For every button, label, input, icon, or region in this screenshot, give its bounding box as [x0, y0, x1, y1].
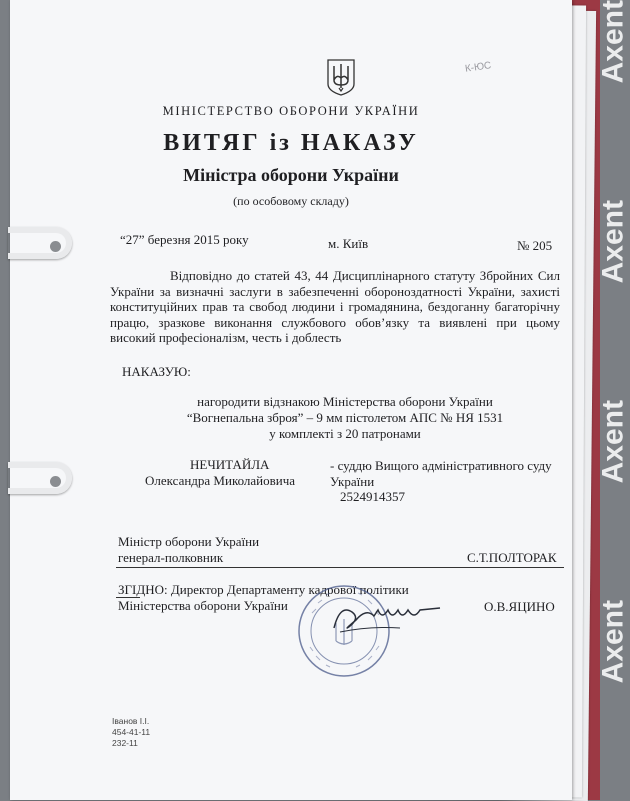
document-page — [10, 0, 572, 800]
binder-ring-bottom — [8, 462, 72, 494]
order-word: НАКАЗУЮ: — [122, 364, 191, 379]
recipient-name: Олександра Миколайовича — [145, 473, 296, 488]
watermark-logo-middle: Axent — [596, 200, 629, 284]
award-line: у комплекті з 20 патронами — [269, 426, 421, 441]
punch-hole — [50, 241, 61, 252]
executor-phone: 454-41-11 — [112, 727, 151, 737]
agreed-label: ЗГІДНО: — [118, 582, 168, 597]
handwritten-signature-icon — [330, 598, 450, 638]
executor-name: Іванов І.І. — [112, 716, 150, 726]
agreed-line2: Міністерства оборони України — [118, 598, 288, 613]
recipient-id: 2524914357 — [340, 489, 405, 504]
ministry-header: МІНІСТЕРСТВО ОБОРОНИ УКРАЇНИ — [162, 104, 420, 118]
recipient-surname: НЕЧИТАЙЛА — [190, 457, 270, 472]
watermark-logo-lower: Axent — [596, 400, 629, 484]
signatory-name: С.Т.ПОЛТОРАК — [467, 550, 557, 565]
executor-block — [112, 716, 150, 749]
binder-ring-top — [8, 227, 72, 259]
signature-underline — [116, 567, 564, 568]
document-note: (по особовому складу) — [233, 194, 349, 208]
executor-phone-short: 232-11 — [112, 738, 138, 748]
trident-emblem-icon — [326, 58, 356, 96]
recipient-position-block — [330, 458, 562, 505]
signatory-rank: генерал-полковник — [118, 550, 224, 565]
signatory-title: Міністр оборони України — [118, 534, 260, 549]
preamble-text: Відповідно до статей 43, 44 Дисциплінарного статуту Збройних Сил України за визначні заслуги в забезпеченні обороноздатності України, захисті конституційних прав та свобод людини і громадянина, бездоганну багаторічну працю, зразкове виконання службового обов’язку та виявлені при цьому високий професіоналізм, честь і доблесть — [110, 268, 560, 345]
order-city: м. Київ — [328, 236, 369, 251]
handwritten-note: К-ЮС — [464, 60, 493, 75]
award-block — [180, 394, 510, 442]
agreed-name: О.В.ЯЦИНО — [484, 599, 555, 614]
watermark-logo-top: Axent — [596, 0, 629, 84]
agreed-position: Директор Департаменту кадрової політики — [170, 582, 409, 597]
punch-hole — [50, 476, 61, 487]
watermark-logo-bottom: Axent — [596, 600, 629, 684]
award-line: “Вогнепальна зброя” – 9 мм пістолетом АПС № НЯ 1531 — [186, 410, 504, 425]
award-line: нагородити відзнакою Міністерства оборони України — [197, 394, 493, 409]
order-number: № 205 — [517, 238, 553, 253]
recipient-position: - суддю Вищого адміністративного суду України — [330, 458, 552, 489]
document-title: ВИТЯГ із НАКАЗУ — [163, 130, 419, 156]
order-date: “27” березня 2015 року — [120, 232, 249, 247]
document-subtitle: Міністра оборони України — [183, 165, 399, 185]
preamble-paragraph — [110, 268, 560, 346]
